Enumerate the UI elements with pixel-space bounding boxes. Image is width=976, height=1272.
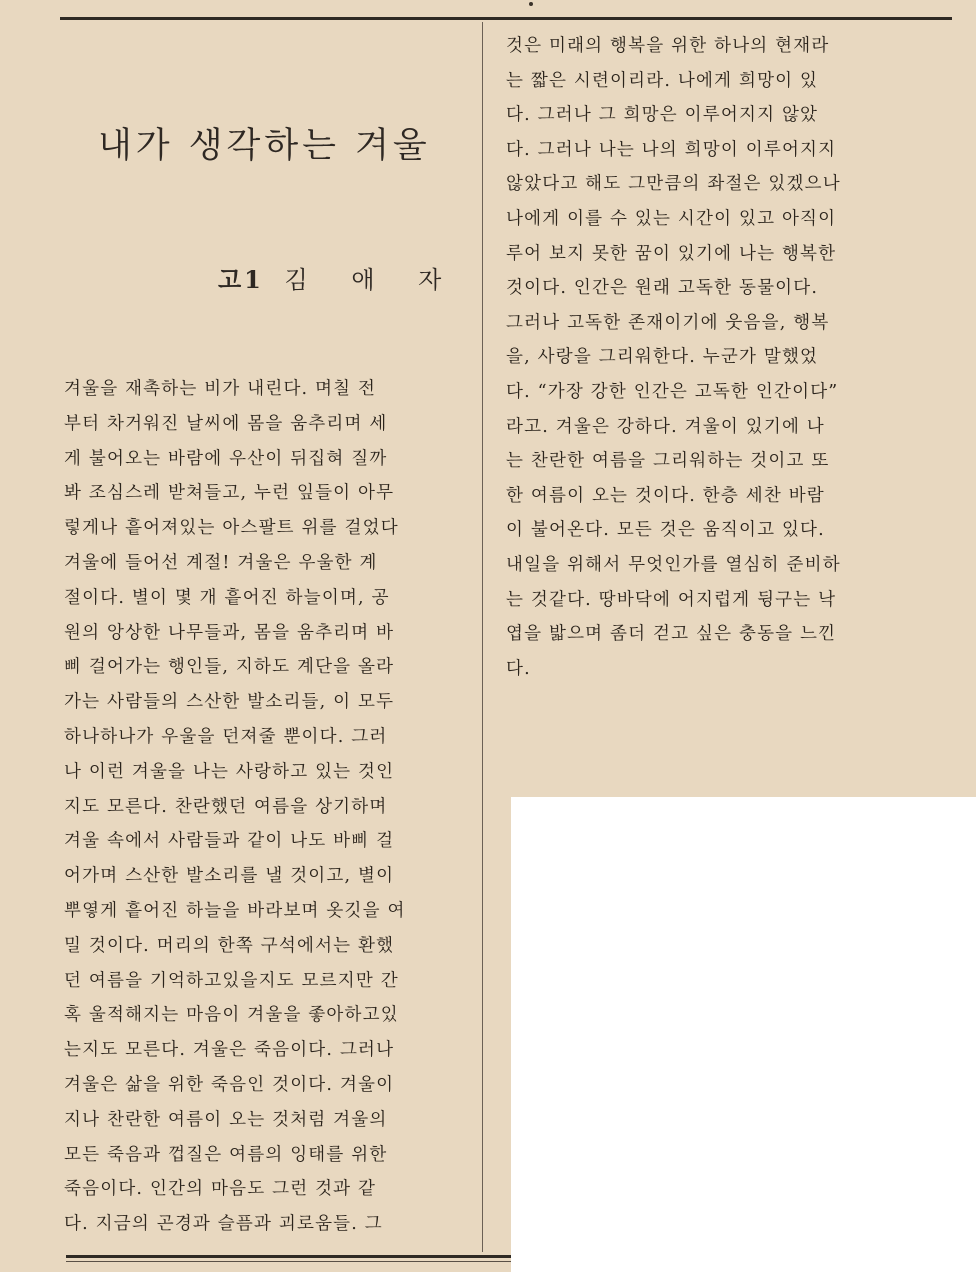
bottom-rule [66, 1255, 511, 1258]
body-left-column [64, 372, 464, 1242]
text-line: 밀 것이다. 머리의 한쪽 구석에서는 환했 [64, 935, 395, 956]
text-line: 내일을 위해서 무엇인가를 열심히 준비하 [506, 554, 841, 575]
ink-dot [529, 2, 533, 6]
text-line: 어가며 스산한 발소리를 낼 것이고, 별이 [64, 866, 395, 887]
text-line: 는 찬란한 여름을 그리워하는 것이고 또 [506, 451, 830, 472]
text-line: 던 여름을 기억하고있을지도 모르지만 간 [64, 970, 399, 991]
text-line: 을, 사랑을 그리워한다. 누군가 말했었 [506, 347, 819, 368]
column-divider [482, 22, 483, 1252]
text-line: 지나 찬란한 여름이 오는 것처럼 겨울의 [64, 1109, 388, 1130]
body-right-column [506, 29, 906, 686]
text-line: 지도 모른다. 찬란했던 여름을 상기하며 [64, 796, 388, 817]
text-line: 다. 지금의 곤경과 슬픔과 괴로움들. 그 [64, 1214, 383, 1235]
text-line: 뿌옇게 흩어진 하늘을 바라보며 옷깃을 여 [64, 900, 406, 921]
text-line: 게 불어오는 바람에 우산이 뒤집혀 질까 [64, 448, 388, 469]
text-line: 그러나 고독한 존재이기에 웃음을, 행복 [506, 312, 830, 333]
text-line: 것이다. 인간은 원래 고독한 동물이다. [506, 278, 819, 299]
text-line: 나 이런 겨울을 나는 사랑하고 있는 것인 [64, 761, 395, 782]
text-line: 는지도 모른다. 겨울은 죽음이다. 그러나 [64, 1040, 395, 1061]
text-line: 다. “가장 강한 인간은 고독한 인간이다” [506, 381, 839, 402]
text-line: 겨울에 들어선 계절! 겨울은 우울한 계 [64, 552, 378, 573]
text-line: 하나하나가 우울을 던져줄 뿐이다. 그러 [64, 726, 388, 747]
blank-area [511, 797, 976, 1272]
bottom-rule-thin [66, 1261, 511, 1262]
text-line: 봐 조심스레 받쳐들고, 누런 잎들이 아무 [64, 483, 395, 504]
text-line: 겨울은 삶을 위한 죽음인 것이다. 겨울이 [64, 1074, 395, 1095]
text-line: 겨울을 재촉하는 비가 내린다. 며칠 전 [64, 379, 377, 399]
text-line: 다. [506, 658, 531, 679]
text-line: 것은 미래의 행복을 위한 하나의 현재라 [506, 36, 830, 56]
text-line: 않았다고 해도 그만큼의 좌절은 있겠으나 [506, 174, 841, 195]
text-line: 가는 사람들의 스산한 발소리들, 이 모두 [64, 692, 395, 713]
text-line: 다. 그러나 나는 나의 희망이 이루어지지 [506, 139, 837, 160]
text-line: 는 것같다. 땅바닥에 어지럽게 뒹구는 낙 [506, 589, 837, 610]
article-title: 내가 생각하는 겨울 [98, 126, 431, 166]
text-line: 혹 울적해지는 마음이 겨울을 좋아하고있 [64, 1005, 399, 1026]
text-line: 죽음이다. 인간의 마음도 그런 것과 같 [64, 1179, 377, 1200]
author-name: 김 애 자 [284, 266, 460, 294]
text-line: 루어 보지 못한 꿈이 있기에 나는 행복한 [506, 243, 837, 264]
text-line: 이 불어온다. 모든 것은 움직이고 있다. [506, 520, 825, 541]
top-rule [60, 17, 952, 20]
text-line: 겨울 속에서 사람들과 같이 나도 바삐 걸 [64, 831, 395, 852]
text-line: 원의 앙상한 나무들과, 몸을 움추리며 바 [64, 622, 395, 643]
author-grade: 고1 [218, 265, 264, 294]
text-line: 다. 그러나 그 희망은 이루어지지 않았 [506, 105, 819, 126]
article-byline [218, 260, 478, 295]
text-line: 삐 걸어가는 행인들, 지하도 계단을 올라 [64, 657, 395, 678]
text-line: 엽을 밟으며 좀더 걷고 싶은 충동을 느낀 [506, 624, 837, 645]
text-line: 부터 차거워진 날씨에 몸을 움추리며 세 [64, 413, 388, 434]
text-line: 절이다. 별이 몇 개 흩어진 하늘이며, 공 [64, 587, 390, 608]
text-line: 렇게나 흩어져있는 아스팔트 위를 걸었다 [64, 518, 399, 539]
text-line: 라고. 겨울은 강하다. 겨울이 있기에 나 [506, 416, 825, 437]
text-line: 나에게 이를 수 있는 시간이 있고 아직이 [506, 208, 837, 229]
text-line: 한 여름이 오는 것이다. 한층 세찬 바람 [506, 485, 825, 506]
text-line: 모든 죽음과 껍질은 여름의 잉태를 위한 [64, 1144, 388, 1165]
text-line: 는 짧은 시련이리라. 나에게 희망이 있 [506, 70, 819, 91]
